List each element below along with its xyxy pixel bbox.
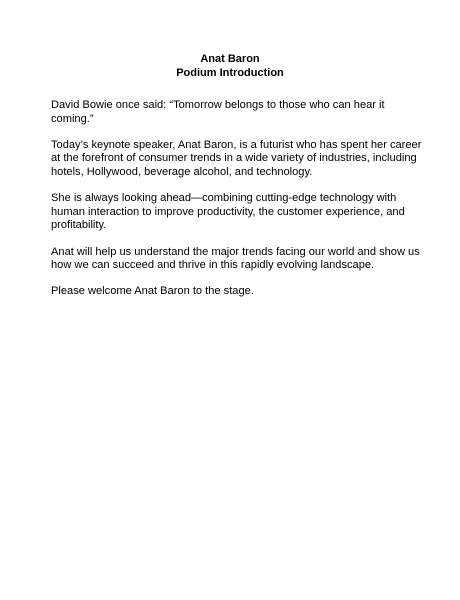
paragraph-looking-ahead: She is always looking ahead—combining cutting-edge technology with human interaction to improve productivity, the customer experience, and profitability. [51, 192, 405, 232]
paragraph-welcome: Please welcome Anat Baron to the stage. [51, 285, 254, 298]
paragraph-major-trends: Anat will help us understand the major trends facing our world and show us how we can succeed and thrive in this rapidly evolving landscape. [51, 245, 420, 272]
paragraph-quote: David Bowie once said: “Tomorrow belongs to those who can hear it coming.” [51, 99, 385, 125]
document-title: Anat Baron [200, 53, 260, 65]
title-block [0, 52, 460, 80]
paragraph-speaker-intro: Today’s keynote speaker, Anat Baron, is a futurist who has spent her career at the forefront of consumer trends in a wide variety of industries, including hotels, Hollywood, beverage alcohol, and technology. [51, 138, 422, 178]
document-subtitle: Podium Introduction [176, 67, 284, 79]
document-body [51, 99, 423, 312]
